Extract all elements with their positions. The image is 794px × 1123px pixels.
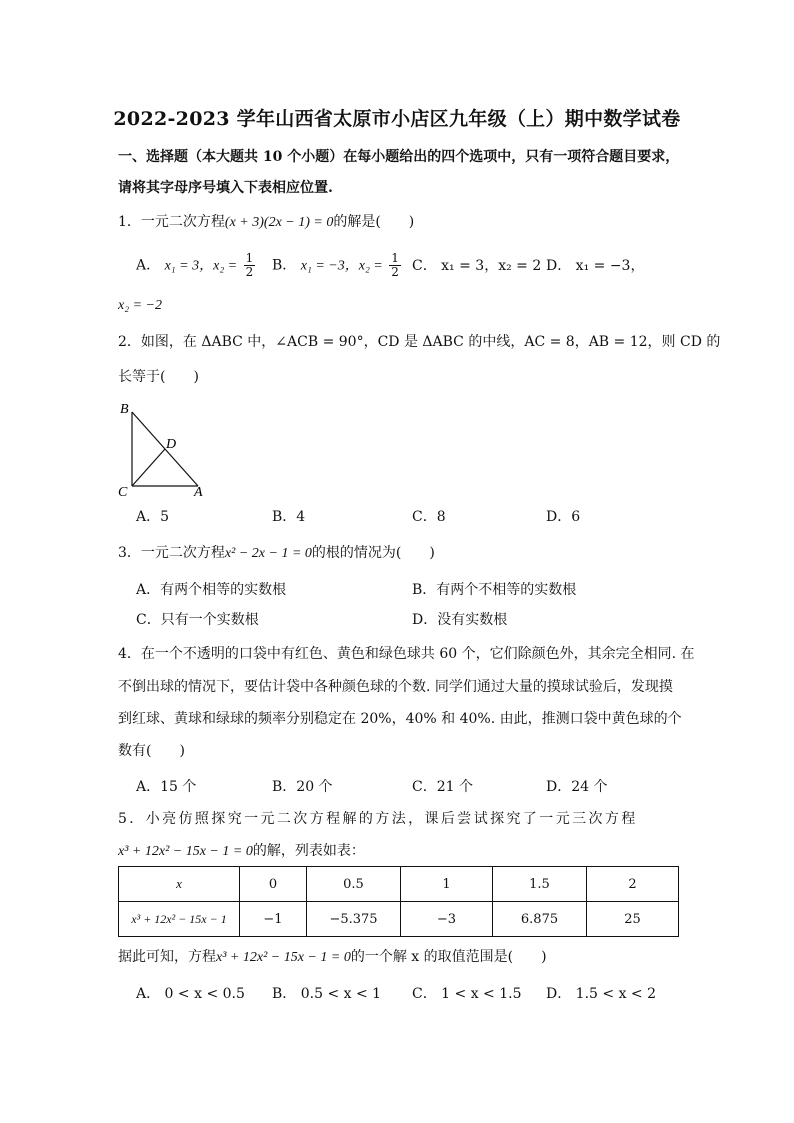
q5-option-c[interactable]: C． 1 < x < 1.5 (412, 986, 522, 1002)
q1-option-a[interactable] (136, 252, 257, 279)
table-cell: 1 (401, 867, 493, 902)
q1-option-d-continued: x₂ = −2 (118, 298, 162, 313)
q4-stem-line1: 4．在一个不透明的口袋中有红色、黄色和绿色球共 60 个，它们除颜色外，其余完全相同. 在 (118, 646, 695, 662)
q1-stem (118, 212, 414, 233)
table-cell: 6.875 (493, 902, 587, 937)
section-instruction-line2: 请将其字母序号填入下表相应位置. (118, 180, 333, 196)
section-instruction-line1: 一、选择题（本大题共 10 个小题）在每小题给出的四个选项中，只有一项符合题目要求， (118, 149, 680, 165)
table-cell: 0 (240, 867, 307, 902)
q2-stem-line1: 2．如图，在 ΔABC 中，∠ACB = 90°，CD 是 ΔABC 的中线，AC = 8，AB = 12，则 CD 的 (118, 334, 721, 350)
q5-option-a[interactable]: A． 0 < x < 0.5 (136, 986, 245, 1002)
table-row (119, 902, 679, 937)
q2-option-b[interactable]: B．4 (272, 509, 306, 525)
q1-option-a-fraction (244, 252, 256, 279)
q3-stem-text: 3．一元二次方程 (118, 545, 225, 561)
q3-stem (118, 543, 435, 564)
label-a: A (194, 485, 203, 500)
q1-option-a-text: x₁ = 3，x₂ = (164, 258, 238, 274)
q5-option-d[interactable]: D． 1.5 < x < 2 (546, 986, 657, 1002)
q3-equation: x² − 2x − 1 = 0 (224, 546, 312, 561)
q5-stem-end: 的解，列表如表： (252, 843, 365, 859)
table-cell: −3 (401, 902, 493, 937)
q2-option-d[interactable]: D．6 (546, 509, 581, 525)
page-title: 2022-2023 学年山西省太原市小店区九年级（上）期中数学试卷 (113, 108, 681, 130)
q1-stem-text: 1．一元二次方程 (118, 214, 225, 230)
q3-option-c[interactable]: C．只有一个实数根 (136, 612, 259, 628)
q5-stem-line1: 5．小亮仿照探究一元二次方程解的方法，课后尝试探究了一元三次方程 (118, 811, 638, 827)
q5-stem-line2 (118, 841, 365, 862)
table-cell: 1.5 (493, 867, 587, 902)
q3-option-d[interactable]: D．没有实数根 (412, 612, 508, 628)
q5-question-text: 据此可知，方程 (118, 949, 216, 965)
q4-stem-line4: 数有( ) (118, 743, 185, 759)
table-cell: x (119, 867, 240, 902)
q1-option-a-label: A． (136, 257, 161, 274)
q1-option-b-label: B． (272, 257, 297, 274)
q5-value-table (118, 866, 679, 937)
q4-stem-line2: 不倒出球的情况下，要估计袋中各种颜色球的个数. 同学们通过大量的摸球试验后，发现摸 (118, 679, 673, 695)
q5-question-equation: x³ + 12x² − 15x − 1 = 0 (216, 950, 351, 965)
table-cell: 0.5 (307, 867, 401, 902)
table-row (119, 867, 679, 902)
triangle-abc-figure (116, 398, 226, 502)
table-cell: −1 (240, 902, 307, 937)
q1-option-a-den: 2 (245, 265, 254, 279)
q1-equation: (x + 3)(2x − 1) = 0 (224, 215, 334, 230)
table-cell: x³ + 12x² − 15x − 1 (119, 902, 240, 937)
q3-stem-end: 的根的情况为( ) (311, 545, 435, 561)
q4-option-d[interactable]: D．24 个 (546, 779, 608, 795)
table-cell: 2 (587, 867, 679, 902)
label-c: C (118, 485, 128, 500)
q5-equation: x³ + 12x² − 15x − 1 = 0 (118, 844, 253, 859)
label-d: D (166, 437, 177, 452)
q1-option-d[interactable]: D． x₁ = −3， (546, 258, 645, 274)
q5-option-b[interactable]: B． 0.5 < x < 1 (272, 986, 382, 1002)
q4-option-c[interactable]: C．21 个 (412, 779, 473, 795)
q1-option-b-fraction (389, 252, 401, 279)
median-cd (132, 449, 165, 486)
q1-option-b-num: 1 (391, 251, 399, 265)
q1-option-b-den: 2 (391, 265, 399, 279)
q1-option-b-text: x₁ = −3，x₂ = (300, 258, 383, 274)
table-cell: 25 (587, 902, 679, 937)
q2-option-c[interactable]: C．8 (412, 509, 446, 525)
label-b: B (120, 402, 129, 417)
q4-option-a[interactable]: A．15 个 (136, 779, 197, 795)
q2-option-a[interactable]: A．5 (136, 509, 170, 525)
q4-stem-line3: 到红球、黄球和绿球的频率分别稳定在 20%，40% 和 40%. 由此，推测口袋中黄色球的个 (118, 711, 682, 727)
q1-option-a-num: 1 (245, 251, 254, 265)
q3-option-b[interactable]: B．有两个不相等的实数根 (412, 582, 577, 598)
q3-option-a[interactable]: A．有两个相等的实数根 (136, 582, 287, 598)
q1-option-b[interactable] (272, 252, 403, 279)
table-cell: −5.375 (307, 902, 401, 937)
q1-stem-end: 的解是( ) (333, 214, 415, 230)
q5-question (118, 947, 547, 968)
q5-question-end: 的一个解 x 的取值范围是( ) (350, 949, 547, 965)
q1-option-c[interactable]: C． x₁ = 3，x₂ = 2 (412, 258, 542, 274)
q2-stem-line2: 长等于( ) (118, 369, 199, 385)
q4-option-b[interactable]: B．20 个 (272, 779, 333, 795)
